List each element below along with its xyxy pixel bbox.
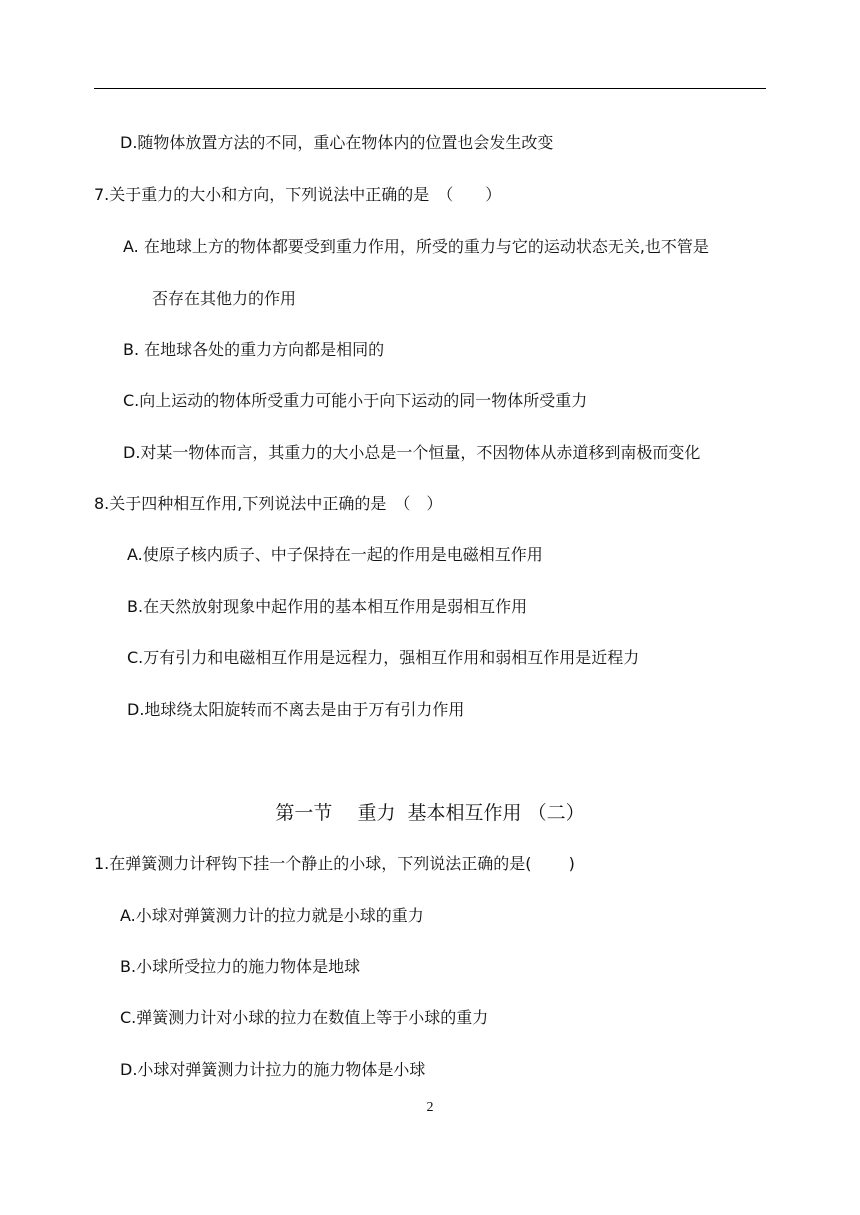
q6-option-d: D.随物体放置方法的不同，重心在物体内的位置也会发生改变 [120, 133, 554, 152]
s2q1-stem: 1.在弹簧测力计秤钩下挂一个静止的小球，下列说法正确的是( ) [94, 854, 575, 873]
q7-option-a-line1: A. 在地球上方的物体都要受到重力作用，所受的重力与它的运动状态无关,也不管是 [123, 237, 709, 256]
q8-option-c: C.万有引力和电磁相互作用是远程力，强相互作用和弱相互作用是近程力 [127, 648, 640, 667]
s2q1-option-d: D.小球对弹簧测力计拉力的施力物体是小球 [120, 1060, 426, 1079]
q8-stem: 8.关于四种相互作用,下列说法中正确的是 （ ） [94, 494, 443, 513]
q7-option-b: B. 在地球各处的重力方向都是相同的 [123, 340, 385, 359]
q7-option-c: C.向上运动的物体所受重力可能小于向下运动的同一物体所受重力 [123, 391, 588, 410]
q8-option-a: A.使原子核内质子、中子保持在一起的作用是电磁相互作用 [127, 545, 543, 564]
q7-stem: 7.关于重力的大小和方向，下列说法中正确的是 （ ） [94, 185, 502, 204]
q8-option-d: D.地球绕太阳旋转而不离去是由于万有引力作用 [127, 700, 465, 719]
q8-option-b: B.在天然放射现象中起作用的基本相互作用是弱相互作用 [127, 597, 528, 616]
q7-option-d: D.对某一物体而言，其重力的大小总是一个恒量，不因物体从赤道移到南极而变化 [123, 443, 701, 462]
s2q1-option-b: B.小球所受拉力的施力物体是地球 [120, 957, 361, 976]
page-number: 2 [426, 1100, 434, 1115]
header-rule [94, 88, 766, 89]
s2q1-option-a: A.小球对弹簧测力计的拉力就是小球的重力 [120, 906, 424, 925]
s2q1-option-c: C.弹簧测力计对小球的拉力在数值上等于小球的重力 [120, 1008, 489, 1027]
q7-option-a-line2: 否存在其他力的作用 [152, 289, 297, 308]
section-title: 第一节 重力 基本相互作用 （二） [275, 802, 585, 824]
